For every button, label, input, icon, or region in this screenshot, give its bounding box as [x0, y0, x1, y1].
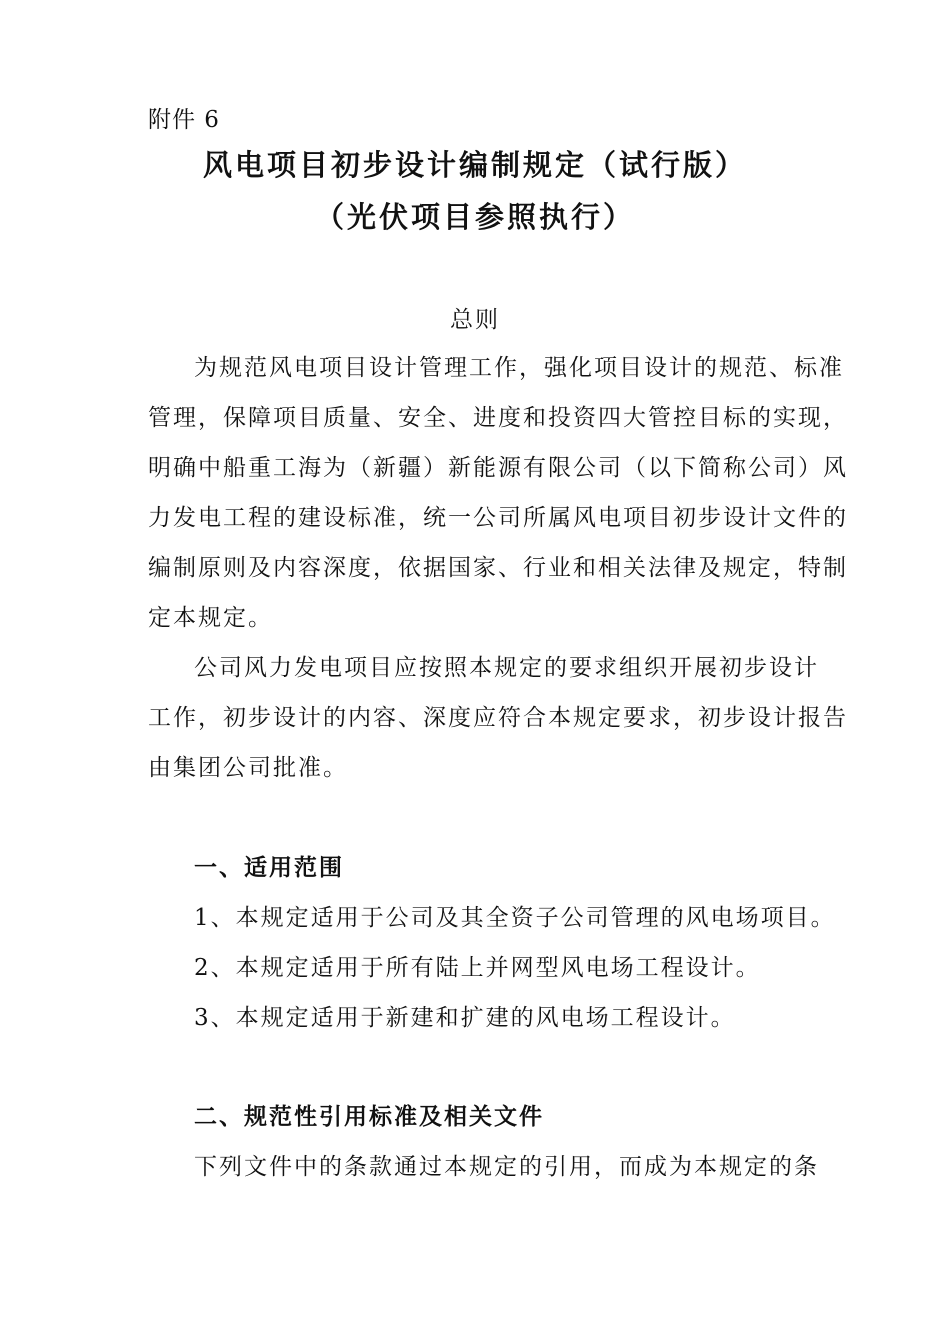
- general-heading: 总则: [450, 307, 500, 333]
- paragraph-line: 工作，初步设计的内容、深度应符合本规定要求，初步设计报告: [148, 705, 848, 731]
- section-heading-references: 二、规范性引用标准及相关文件: [194, 1104, 544, 1130]
- list-item: 3、本规定适用于新建和扩建的风电场工程设计。: [194, 1005, 736, 1031]
- paragraph-line: 明确中船重工海为（新疆）新能源有限公司（以下简称公司）风: [148, 455, 848, 481]
- document-subtitle: （光伏项目参照执行）: [314, 200, 635, 234]
- paragraph-line: 管理，保障项目质量、安全、进度和投资四大管控目标的实现，: [148, 405, 848, 431]
- paragraph-line: 编制原则及内容深度，依据国家、行业和相关法律及规定，特制: [148, 555, 848, 581]
- section-heading-scope: 一、适用范围: [194, 855, 344, 881]
- attachment-label: 附件 6: [148, 107, 220, 133]
- paragraph-line: 由集团公司批准。: [148, 755, 348, 781]
- document-title: 风电项目初步设计编制规定（试行版）: [202, 148, 747, 182]
- references-paragraph: 下列文件中的条款通过本规定的引用，而成为本规定的条: [194, 1154, 819, 1180]
- list-item: 1、本规定适用于公司及其全资子公司管理的风电场项目。: [194, 905, 836, 931]
- paragraph-line: 力发电工程的建设标准，统一公司所属风电项目初步设计文件的: [148, 505, 848, 531]
- paragraph-line: 定本规定。: [148, 605, 273, 631]
- list-item: 2、本规定适用于所有陆上并网型风电场工程设计。: [194, 955, 761, 981]
- paragraph-line: 公司风力发电项目应按照本规定的要求组织开展初步设计: [194, 655, 819, 681]
- paragraph-line: 为规范风电项目设计管理工作，强化项目设计的规范、标准: [194, 355, 844, 381]
